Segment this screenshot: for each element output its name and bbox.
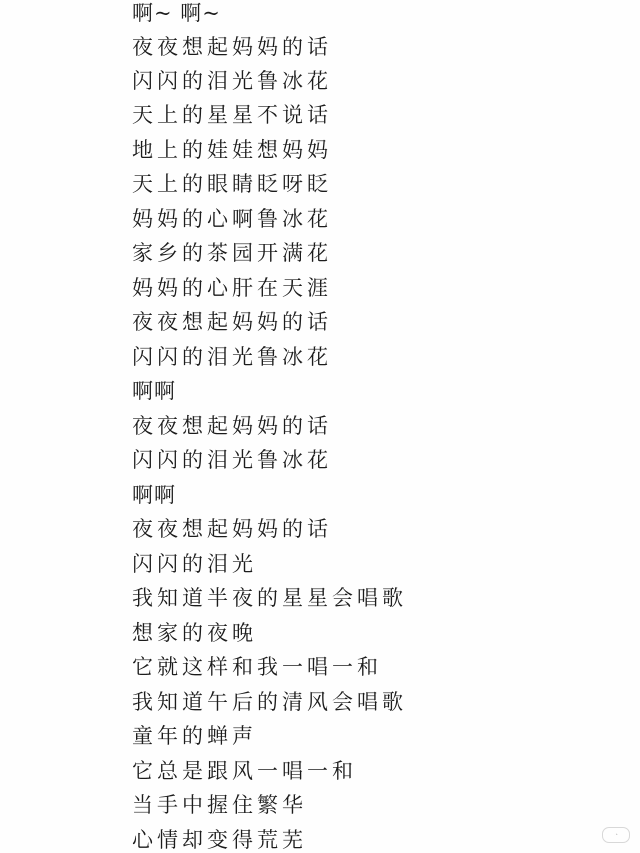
lyric-line: 心情却变得荒芜 (132, 828, 307, 852)
lyric-line: 啊~ 啊~ (132, 1, 221, 25)
lyric-line: 它就这样和我一唱一和 (132, 655, 382, 679)
lyric-line: 闪闪的泪光鲁冰花 (132, 69, 332, 93)
watermark (602, 827, 630, 843)
lyric-line: 妈妈的心肝在天涯 (132, 276, 332, 300)
lyric-line: 夜夜想起妈妈的话 (132, 35, 332, 59)
lyric-line: 妈妈的心啊鲁冰花 (132, 207, 332, 231)
lyric-line: 闪闪的泪光 (132, 552, 257, 576)
lyric-line: 闪闪的泪光鲁冰花 (132, 448, 332, 472)
lyric-line: 夜夜想起妈妈的话 (132, 310, 332, 334)
lyric-line: 啊啊 (132, 379, 176, 403)
lyric-line: 当手中握住繁华 (132, 793, 307, 817)
lyric-line: 啊啊 (132, 483, 176, 507)
lyric-line: 地上的娃娃想妈妈 (132, 138, 332, 162)
lyric-line: 天上的星星不说话 (132, 103, 332, 127)
lyric-line: 天上的眼睛眨呀眨 (132, 172, 332, 196)
lyric-line: 童年的蝉声 (132, 724, 257, 748)
watermark-logo-icon: ◔ (602, 827, 630, 843)
lyric-line: 夜夜想起妈妈的话 (132, 517, 332, 541)
lyric-line: 我知道半夜的星星会唱歌 (132, 586, 407, 610)
lyric-line: 闪闪的泪光鲁冰花 (132, 345, 332, 369)
lyric-line: 家乡的茶园开满花 (132, 241, 332, 265)
lyric-line: 我知道午后的清风会唱歌 (132, 690, 407, 714)
lyric-line: 它总是跟风一唱一和 (132, 759, 357, 783)
lyric-line: 夜夜想起妈妈的话 (132, 414, 332, 438)
lyric-line: 想家的夜晚 (132, 621, 257, 645)
